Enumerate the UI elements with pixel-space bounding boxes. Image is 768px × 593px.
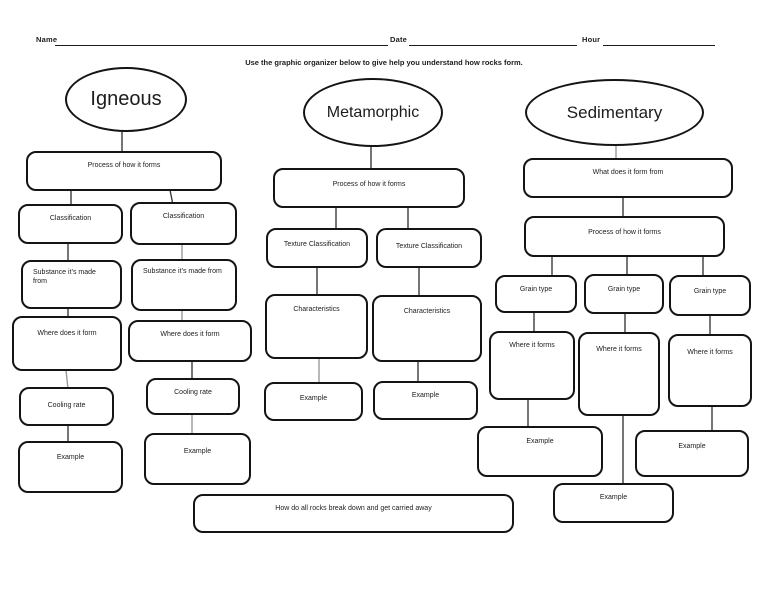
- igneous-where-right-box: Where does it form: [128, 320, 252, 362]
- sedimentary-grain1-box: Grain type: [495, 275, 577, 313]
- date-label: Date: [390, 35, 408, 44]
- sedimentary-grain2-box: Grain type: [584, 274, 664, 314]
- name-label: Name: [36, 35, 58, 44]
- metamorphic-example-left-box: Example: [264, 382, 363, 421]
- sedimentary-where1-box: Where it forms: [489, 331, 575, 400]
- metamorphic-characteristics-right-box: Characteristics: [372, 295, 482, 362]
- igneous-process-box: Process of how it forms: [26, 151, 222, 191]
- sedimentary-ellipse: [525, 79, 704, 146]
- metamorphic-texture-right-box: Texture Classification: [376, 228, 482, 268]
- igneous-example-right-box: Example: [144, 433, 251, 485]
- sedimentary-where2-box: Where it forms: [578, 332, 660, 416]
- hour-label: Hour: [582, 35, 601, 44]
- igneous-classification-left-box: Classification: [18, 204, 123, 244]
- metamorphic-characteristics-left-box: Characteristics: [265, 294, 368, 359]
- igneous-classification-right-box: Classification: [130, 202, 237, 245]
- igneous-where-left-box: Where does it form: [12, 316, 122, 371]
- igneous-substance-left-box: Substance it’s made from: [21, 260, 122, 309]
- rocks-breakdown-box: How do all rocks break down and get carried away: [193, 494, 514, 533]
- igneous-ellipse: [65, 67, 187, 132]
- instruction-text: Use the graphic organizer below to give help you understand how rocks form.: [245, 58, 523, 67]
- igneous-cooling-right-box: Cooling rate: [146, 378, 240, 415]
- igneous-cooling-left-box: Cooling rate: [19, 387, 114, 426]
- sedimentary-example2-box: Example: [553, 483, 674, 523]
- sedimentary-title: Sedimentary: [566, 102, 663, 122]
- igneous-title: Igneous: [90, 88, 162, 110]
- sedimentary-grain3-box: Grain type: [669, 275, 751, 316]
- metamorphic-ellipse: [303, 78, 443, 147]
- igneous-substance-right-box: Substance it’s made from: [131, 259, 237, 311]
- sedimentary-where3-box: Where it forms: [668, 334, 752, 407]
- metamorphic-title: Metamorphic: [326, 103, 420, 121]
- sedimentary-example3-box: Example: [635, 430, 749, 477]
- metamorphic-texture-left-box: Texture Classification: [266, 228, 368, 268]
- sedimentary-process-box: Process of how it forms: [524, 216, 725, 257]
- metamorphic-example-right-box: Example: [373, 381, 478, 420]
- igneous-example-left-box: Example: [18, 441, 123, 493]
- sedimentary-example1-box: Example: [477, 426, 603, 477]
- sedimentary-what-box: What does it form from: [523, 158, 733, 198]
- metamorphic-process-box: Process of how it forms: [273, 168, 465, 208]
